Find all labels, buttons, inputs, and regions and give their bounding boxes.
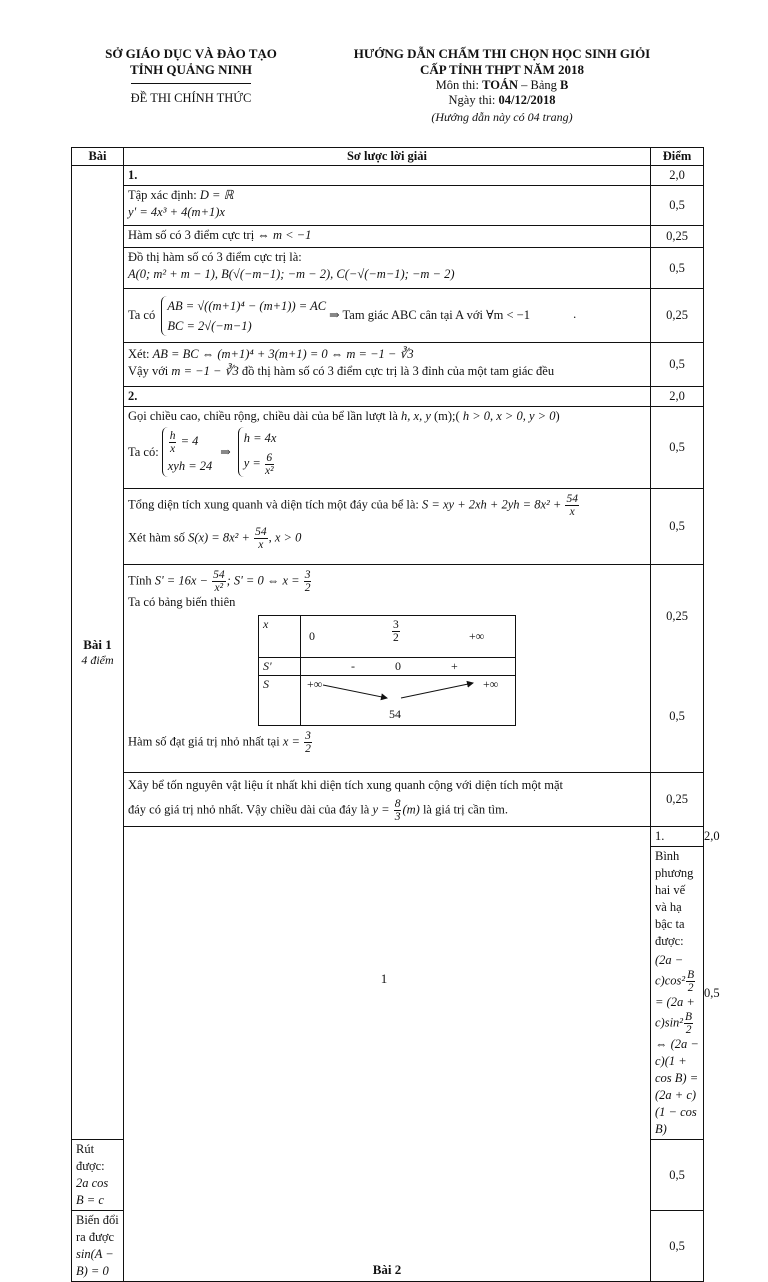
solution-cell [124,186,651,226]
table-row [72,773,704,827]
vt-x-start: 0 [309,629,315,643]
vt-x-end: +∞ [469,629,485,643]
ta-co-label: Ta có: [128,444,159,459]
frac-numerator: 54 [255,526,267,538]
table-row [72,565,704,773]
date-value: 04/12/2018 [498,93,556,107]
close-paren: ) [555,409,560,423]
subject-line [326,78,678,93]
solution-cell [124,565,651,773]
trailing-dot: . [573,307,577,322]
vt-s-label: S [259,676,301,726]
vt-s-left: +∞ [307,677,323,691]
frac-numerator: B [685,1011,693,1023]
length-text: đáy có giá trị nhỏ nhất. Vậy chiều dài của đáy là [128,802,373,817]
bc-equation: BC = 2√(−m−1) [167,318,252,333]
frac-numerator: 3 [393,619,399,631]
table-label: – Bảng [518,78,561,92]
solution-cell [124,289,651,343]
s-prime-formula: S' = 16x − [154,573,212,588]
col-header-points: Điểm [651,148,704,166]
frac-denominator: 2 [304,582,311,594]
system-brace [161,296,326,336]
bai1-cell [72,166,124,1140]
points-cell [651,565,704,773]
part1-label: 1. [124,166,651,186]
frac-denominator: 2 [393,632,399,644]
frac-denominator: x [569,506,575,518]
function-def: S(x) = 8x² + [188,530,254,545]
variation-table [258,615,516,726]
vt-sign-zero: 0 [395,659,401,673]
points-first: 0,25 [666,609,688,623]
ab-equation: AB = √((m+1)⁴ − (m+1)) = AC [167,298,327,313]
critical-point: ; S' = 0 ⇔ x = [226,573,303,588]
subject-label: Môn thi: [435,78,483,92]
frac-numerator: 3 [304,569,311,581]
vt-x-label: x [259,616,301,658]
table-row [72,407,704,489]
transform-text: Biến đổi ra được [76,1213,119,1244]
extrema-condition: m < −1 [272,228,312,242]
doc-title-2: CẤP TỈNH THPT NĂM 2018 [420,62,584,77]
frac-denominator: 2 [685,1024,692,1036]
points-cell: 0,5 [651,343,704,387]
frac-numerator: B [687,969,695,981]
unit: (m) [402,802,420,817]
frac-denominator: 2 [305,743,311,755]
dimensions-text: Gọi chiều cao, chiều rộng, chiều dài của bể lần lượt là [128,409,402,423]
extrema-points-formula: A(0; m² + m − 1), B(√(−m−1); −m − 2), C(−√(−m−1); −m − 2) [128,267,455,281]
implies-arrow: ⇒ [220,444,231,459]
document-header [0,0,768,140]
vay-voi-label: Vậy với [128,364,172,378]
ta-co-label: Ta có [128,307,159,322]
table-row [72,186,704,226]
frac-denominator: x² [264,464,274,477]
points-cell: 0,5 [651,407,704,489]
table-value: B [560,78,569,92]
solution-cell [124,407,651,489]
date-label: Ngày thi: [448,93,499,107]
table-row [72,289,704,343]
bai1-name: Bài 1 [83,637,112,652]
domain-label: Tập xác định: [128,188,200,202]
y-label: y = [243,456,264,470]
points-cell: 0,5 [651,186,704,226]
domain-condition: , x > 0 [268,530,302,545]
issuer-line-2: TỈNH QUẢNG NINH [129,62,253,77]
variation-table-caption: Ta có bảng biến thiên [128,595,236,609]
vt-s-row [301,676,516,726]
frac-denominator: x [170,442,176,455]
table-row [72,343,704,387]
m-value: m = −1 − ∛3 [171,364,239,378]
conclusion-text: đồ thị hàm số có 3 điểm cực trị là 3 đỉnh của một tam giác đều [238,364,555,378]
dimensions-vars: h, x, y [401,409,431,423]
domain-value: D = ℝ [199,188,234,202]
lhs-text: (2a − c)cos² [655,953,686,988]
vt-sprime-row [301,658,516,676]
squaring-text: Bình phương hai vế và hạ bậc ta được: [655,849,694,948]
min-text: Hàm số đạt giá trị nhỏ nhất tại [128,734,283,749]
vt-s-min: 54 [389,707,401,721]
frac-numerator: 6 [266,451,273,464]
frac-numerator: 54 [566,493,578,505]
solution-cell [124,248,651,289]
extrema-text: Hàm số có 3 điểm cực trị ⇔ [128,228,273,242]
subject-value: TOÁN [482,78,519,92]
xet-label: Xét: [128,347,153,361]
transform-formula: sin(A − B) = 0 [76,1247,114,1278]
h-solution: h = 4x [243,431,277,445]
bai1-points-total: 4 điểm [81,653,114,667]
points-cell: 0,5 [651,1140,704,1211]
tinh-label: Tính [128,573,155,588]
solution-cell [124,773,651,827]
variation-arrows [301,676,511,724]
bai2-part1-label: 1. [651,827,704,847]
ratio-value: = 4 [177,434,199,448]
points-cell: 0,5 [651,1211,704,1282]
derive-text: Rút được: [76,1142,105,1173]
frac-denominator: x [258,539,264,551]
title-block [326,46,678,125]
points-cell: 0,25 [651,289,704,343]
vt-x-row [301,616,516,658]
answer-text: là giá trị cần tìm. [419,802,508,817]
area-text: Tổng diện tích xung quanh và diện tích một đáy của bể là: [128,497,423,512]
col-header-bai: Bài [72,148,124,166]
min-x-label: x = [282,734,304,749]
page-number: 1 [380,971,388,986]
part2-label: 2. [124,387,651,407]
table-row [72,226,704,248]
solution-cell [651,847,704,1140]
unit-text: (m);( [430,409,463,423]
grading-table [71,147,720,1282]
table-row: Bài 2 1. 2,0 [72,827,704,847]
frac-denominator: 2 [687,982,694,994]
date-line [326,93,678,108]
frac-numerator: h [169,429,176,442]
points-cell: 0,25 [651,773,704,827]
equivalent-text: ⇔ (2a − c)(1 + cos B) = (2a + c)(1 − cos B) [655,1037,699,1136]
points-cell: 0,5 [651,248,704,289]
vt-sign-negative: - [351,659,355,673]
solution-cell [124,343,651,387]
frac-numerator: 8 [394,798,401,810]
vt-sign-positive: + [451,659,458,673]
issuer-line-1: SỞ GIÁO DỤC VÀ ĐÀO TẠO [105,46,277,61]
header-divider [131,83,251,84]
solution-cell [124,489,651,565]
isosceles-conclusion: ⇒ Tam giác ABC cân tại A với ∀m < −1 [329,307,530,322]
solved-system [238,427,277,477]
points-cell: 0,25 [651,226,704,248]
area-formula: S = xy + 2xh + 2yh = 8x² + [422,497,565,512]
given-system [162,427,213,477]
points-second: 0,5 [669,709,685,723]
frac-denominator: 3 [394,811,401,823]
vt-sprime-label: S' [259,658,301,676]
solution-cell [124,226,651,248]
bai2-name: Bài 2 [372,1262,402,1277]
table-row: Bình phương hai vế và hạ bậc ta được: (2a − c)cos² $\frac{B}{2}$ = (2a + c)sin² $\frac{B}{2}$ ⇔ (2a − c)(1 + cos B) = (2a + c)(1 − cos B) 0,5 [72,847,704,1140]
part2-points: 2,0 [651,387,704,407]
frac-numerator: 3 [305,730,311,742]
material-text: Xây bể tốn nguyên vật liệu ít nhất khi diện tích xung quanh cộng với diện tích một mặt [128,778,563,792]
solution-cell [72,1140,124,1211]
vt-s-right: +∞ [483,677,499,691]
frac-denominator: x² [214,582,224,594]
table-row [72,489,704,565]
part1-points: 2,0 [651,166,704,186]
col-header-solution: Sơ lược lời giải [124,148,651,166]
official-exam-label: ĐỀ THI CHÍNH THỨC [130,91,252,105]
table-header-row [72,148,704,166]
page-count-note: (Hướng dẫn này có 04 trang) [431,110,573,124]
points-cell: 0,5 [651,489,704,565]
equilateral-equation: AB = BC ⇔ (m+1)⁴ + 3(m+1) = 0 ⇔ m = −1 − ∛3 [152,347,414,361]
bai2-cell [124,827,651,1282]
xet-ham-so-label: Xét hàm số [128,530,189,545]
frac-numerator: 54 [213,569,225,581]
doc-title-1: HƯỚNG DẪN CHẤM THI CHỌN HỌC SINH GIỎI [353,46,651,61]
issuer-block [86,46,296,106]
rhs-text: = (2a + c)sin² [655,995,695,1030]
extrema-points-text: Đồ thị hàm số có 3 điểm cực trị là: [128,250,302,264]
table-row [72,387,704,407]
dimensions-conditions: h > 0, x > 0, y > 0 [462,409,556,423]
derive-formula: 2a cos B = c [76,1176,109,1207]
table-row [72,248,704,289]
y-label: y = [372,802,393,817]
volume-equation: xyh = 24 [167,459,213,473]
solution-cell [72,1211,124,1282]
table-row [72,166,704,186]
derivative-formula: y' = 4x³ + 4(m+1)x [128,205,225,219]
